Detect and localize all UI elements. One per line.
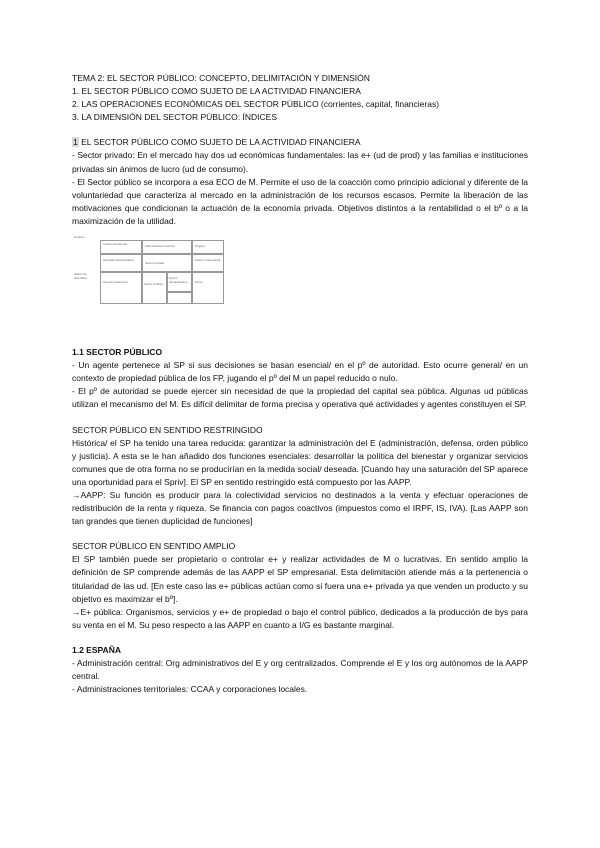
table-corner-label: Centros xyxy=(74,235,85,240)
table-r3-b: Sector público xyxy=(144,282,164,287)
document-page xyxy=(72,72,528,696)
subsection-1-1-title: 1.1 SECTOR PÚBLICO xyxy=(72,347,163,358)
restricted-sense-title: SECTOR PÚBLICO EN SENTIDO RESTRINGIDO xyxy=(72,424,263,435)
table-col-2: Administración central xyxy=(145,244,175,249)
subsection-1-2-title: 1.2 ESPAÑA xyxy=(72,644,121,655)
subsection-1-1-paragraph-2: - El pº de autoridad se puede ejercer sin necesidad de que la propiedad del capital sea pública. Algunas ud públicas utilizan el mecanismo del M. Es difícil delimitar de forma precisa y operativa qué actividades y agentes constituyen el SP. xyxy=(72,386,528,410)
table-r3-a: Servicio autónomo xyxy=(103,280,128,285)
broad-sense-title: SECTOR PÚBLICO EN SENTIDO AMPLIO xyxy=(72,541,236,552)
table-r1-c: Sector empresarial xyxy=(195,258,221,263)
index-item-3: 3. LA DIMENSIÓN DEL SECTOR PÚBLICO: ÍNDICES xyxy=(72,112,277,123)
sector-table-image xyxy=(72,234,224,306)
restricted-sense-paragraph-2: →AAPP: Su función es producir para la colectividad servicios no destinados a la venta y efectuar operaciones de redistribución de la renta y riqueza. Se financia con pagos coactivos (impuestos como el IRPF, IS, IVA). [Las AAPP son tan grandes que tienen duplicidad de funciones] xyxy=(72,489,528,527)
index-item-2: 2. LAS OPERACIONES ECONÓMICAS DEL SECTOR PÚBLICO (corrientes, capital, financieras) xyxy=(72,99,440,110)
subsection-1-1-paragraph-1: - Un agente pertenece al SP si sus decisiones se basan esencial/ en el pº de autoridad. Esto ocurre general/ en un contexto de propiedad pública de los FP, jugando el pº del M un papel reducido o nulo. xyxy=(72,360,528,384)
section-1-heading xyxy=(72,136,528,149)
section-1-paragraph-2: - El Sector público se incorpora a esa ECO de M. Permite el uso de la coacción como principio adicional y diferente de la voluntariedad que caracteriza al mercado en la administración de los recursos escasos. Permite la liberación de las motivaciones que condicionan la actuación de la economía privada. Objetivos distintos a la rentabilidad o el bº o a la maximización de la utilidad. xyxy=(72,176,528,226)
broad-sense-paragraph-1: El SP también puede ser propietario o controlar e+ y realizar actividades de M o lucrativas. En sentido amplio la definición de SP comprende además de las AAPP el SP empresarial. Esta delimitación atiende más a la pertenencia o titularidad de las ud. [En este caso las e+ públicas actúan como si fuera una e+ privada ya que venden un producto y su objetivo es maximizar el bº]. xyxy=(72,554,528,604)
table-col-1: Criterio decisional xyxy=(103,242,127,247)
document-title: TEMA 2: EL SECTOR PÚBLICO: CONCEPTO, DELIMITACIÓN Y DIMENSIÓN xyxy=(72,73,370,83)
index-item-1: 1. EL SECTOR PÚBLICO COMO SUJETO DE LA ACTIVIDAD FINANCIERA xyxy=(72,86,361,97)
table-r3-d: Otros xyxy=(195,280,203,285)
section-1-paragraph-1: - Sector privado: En el mercado hay dos ud económicas fundamentales: las e+ (ud de prod) y las familias e instituciones privadas sin ánimos de lucro (ud de consumo). xyxy=(72,150,528,174)
restricted-sense-paragraph-1: Histórica/ el SP ha tenido una tarea reducida: garantizar la administración del E (administración, defensa, orden público y justicia). A esta se le han añadido dos funciones esenciales: desarrollar la política del bienestar y organizar servicios comunes que de otra forma no se producirían en la medida social/ deseada. [Cuando hay una saturación del SP aparece una oportunidad para el Spriv]. El SP en sentido restringido está compuesto por las AAPP. xyxy=(72,437,528,487)
table-r1-b: Sector privado xyxy=(145,261,165,266)
section-1-number: 1 xyxy=(73,137,78,148)
table-r2: Sector de autoridad xyxy=(74,272,87,281)
subsection-1-2-paragraph-1: - Administración central: Org administrativos del E y org centralizados. Comprende el E y los org autónomos de la AAPP central. xyxy=(72,658,528,682)
section-1-title: EL SECTOR PÚBLICO COMO SUJETO DE LA ACTIVIDAD FINANCIERA xyxy=(78,137,361,148)
table-r3-c: Sector administrativo xyxy=(169,276,188,285)
table-col-3: Órgano xyxy=(195,244,206,249)
table-r1-a: Mercado Administrativo xyxy=(103,258,135,263)
subsection-1-2-paragraph-2: - Administraciones territoriales: CCAA y corporaciones locales. xyxy=(72,684,308,695)
broad-sense-paragraph-2: →E+ pública: Organismos, servicios y e+ de propiedad o bajo el control público, dedicados a la producción de bys para su venta en el M. Su peso respecto a las AAPP en cuanto a I/G es bastante marginal. xyxy=(72,606,528,630)
